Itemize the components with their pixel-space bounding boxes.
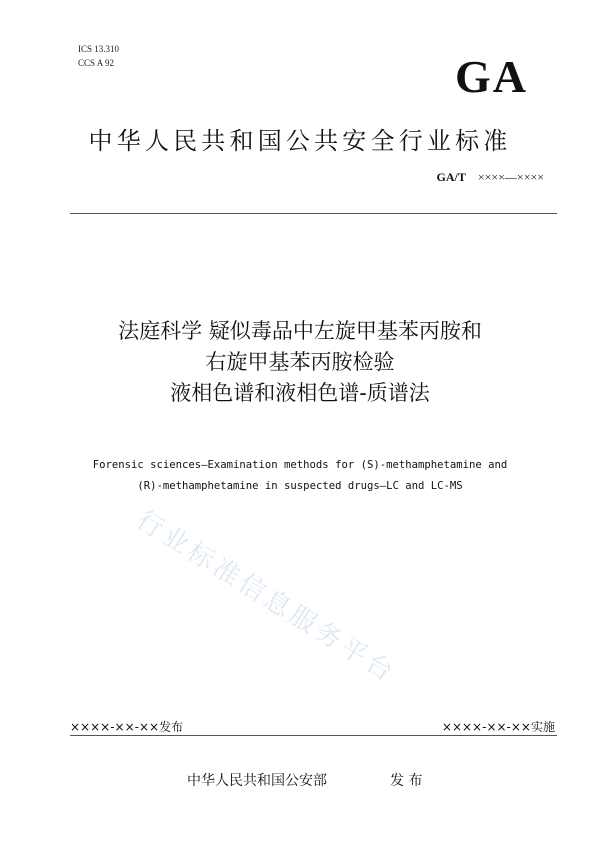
issuer-name: 中华人民共和国公安部 [187,773,327,789]
english-title-line: Forensic sciences—Examination methods for (S)-methamphetamine and [92,459,508,471]
standard-number [437,170,544,185]
watermark: 行业标准信息服务平台 [130,505,402,690]
top-divider [70,213,557,214]
chinese-title-line: 右旋甲基苯丙胺检验 [205,350,395,374]
standard-number-value: ××××—×××× [477,170,544,184]
chinese-title-line: 法庭科学 疑似毒品中左旋甲基苯丙胺和 [118,319,482,343]
ics-code: ICS 13.310 [78,44,120,54]
org-title: 中华人民共和国公共安全行业标准 [88,127,512,155]
bottom-divider [70,735,557,736]
chinese-title [0,316,600,409]
issued-label: 发 布 [390,773,423,789]
english-title [0,455,600,497]
english-title-line: (R)-methamphetamine in suspected drugs—LC and LC-MS [137,480,463,492]
ga-logo: GA [455,51,528,102]
publish-date: ××××-××-××发布 [70,720,184,734]
ccs-code: CCS A 92 [78,58,115,68]
implement-date: ××××-××-××实施 [441,720,555,734]
standard-prefix: GA/T [436,170,466,184]
chinese-title-line: 液相色谱和液相色谱-质谱法 [170,381,430,405]
classification-codes [78,42,119,70]
